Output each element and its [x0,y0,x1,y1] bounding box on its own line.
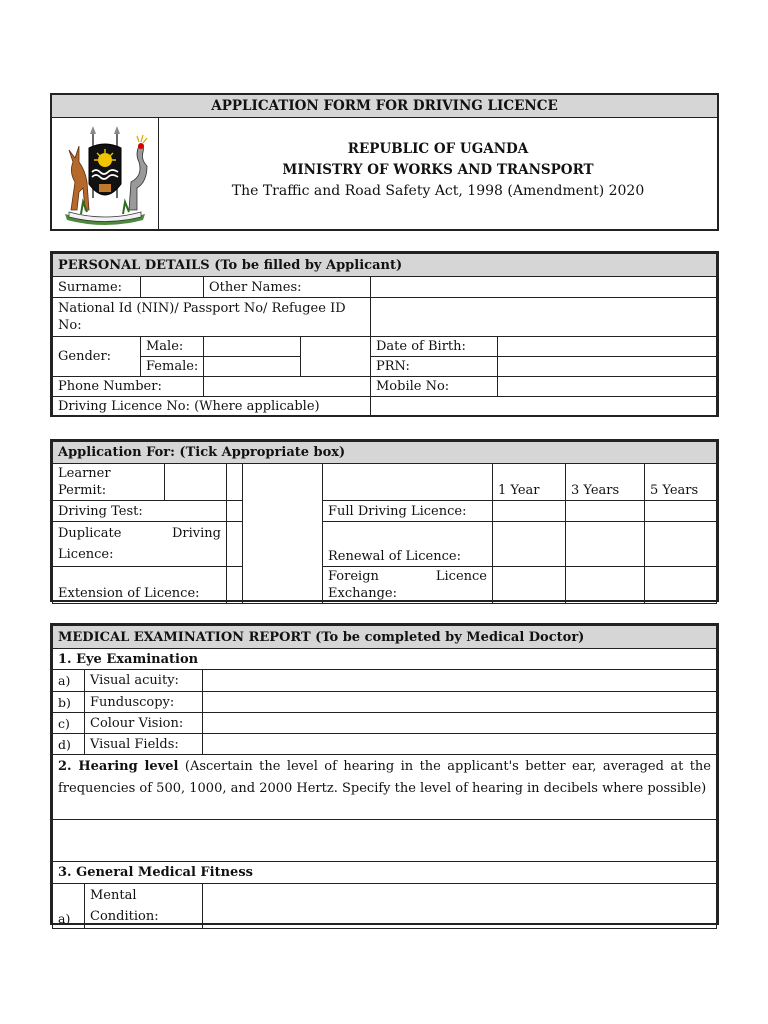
form-header-block [50,93,719,231]
colour-vision-field[interactable] [203,713,717,734]
learner-permit-extra [227,464,243,501]
header-act: The Traffic and Road Safety Act, 1998 (Amendment) 2020 [231,182,645,199]
licence-no-field[interactable] [371,397,717,417]
application-for-title: Application For: (Tick Appropriate box) [53,442,717,464]
gender-spacer [301,337,371,377]
application-spacer [243,464,323,604]
foreign-exchange-label: Foreign Licence Exchange: [323,567,493,604]
mobile-label: Mobile No: [371,377,498,397]
year-5-header: 5 Years [645,464,717,501]
general-fitness-title: 3. General Medical Fitness [53,862,717,884]
eye-item-letter: c) [53,713,85,734]
duplicate-licence-checkbox[interactable] [227,522,243,567]
funduscopy-label: Funduscopy: [85,692,203,713]
dob-label: Date of Birth: [371,337,498,357]
renewal-5yr-checkbox[interactable] [645,522,717,567]
surname-field[interactable] [141,277,204,298]
crest-cell [52,118,159,230]
hearing-level-text: (Ascertain the level of hearing in the applicant's better ear, averaged at the frequencies of 500, 1000, and 2000 Hertz. Specify the level of hearing in decibels where possible) [58,759,712,796]
hearing-level-instructions [53,755,717,820]
extension-checkbox[interactable] [227,567,243,604]
header-ministry: MINISTRY OF WORKS AND TRANSPORT [282,161,594,178]
other-names-field[interactable] [371,277,717,298]
male-label: Male: [141,337,204,357]
gender-label: Gender: [53,337,141,377]
other-names-label: Other Names: [204,277,371,298]
visual-acuity-label: Visual acuity: [85,670,203,692]
eye-item-letter: b) [53,692,85,713]
uganda-coat-of-arms-icon [59,122,151,226]
dob-field[interactable] [498,337,717,357]
year-3-header: 3 Years [566,464,645,501]
colour-vision-label: Colour Vision: [85,713,203,734]
mobile-field[interactable] [498,377,717,397]
prn-field[interactable] [498,357,717,377]
visual-acuity-field[interactable] [203,670,717,692]
full-licence-5yr-checkbox[interactable] [645,501,717,522]
hearing-level-field[interactable] [53,820,717,862]
years-header-blank [323,464,493,501]
mental-condition-field[interactable] [203,884,717,929]
surname-label: Surname: [53,277,141,298]
visual-fields-label: Visual Fields: [85,734,203,755]
female-label: Female: [141,357,204,377]
medical-report-section [50,623,719,925]
foreign-3yr-checkbox[interactable] [566,567,645,604]
prn-label: PRN: [371,357,498,377]
learner-permit-label: Learner Permit: [53,464,165,501]
application-for-section [50,439,719,602]
phone-field[interactable] [204,377,371,397]
eye-item-letter: d) [53,734,85,755]
full-licence-1yr-checkbox[interactable] [493,501,566,522]
driving-test-label: Driving Test: [53,501,227,522]
header-country: REPUBLIC OF UGANDA [347,140,529,157]
mental-condition-label: Mental Condition: [85,884,203,929]
driving-test-checkbox[interactable] [227,501,243,522]
duplicate-licence-label: Duplicate Driving Licence: [53,522,227,567]
learner-permit-checkbox[interactable] [165,464,227,501]
eye-exam-title: 1. Eye Examination [53,649,717,670]
funduscopy-field[interactable] [203,692,717,713]
medical-report-title: MEDICAL EXAMINATION REPORT (To be completed by Medical Doctor) [53,626,717,649]
personal-details-section [50,251,719,417]
personal-details-title: PERSONAL DETAILS (To be filled by Applicant) [53,254,717,277]
renewal-1yr-checkbox[interactable] [493,522,566,567]
foreign-1yr-checkbox[interactable] [493,567,566,604]
visual-fields-field[interactable] [203,734,717,755]
licence-no-label: Driving Licence No: (Where applicable) [53,397,371,417]
nin-field[interactable] [371,298,717,337]
renewal-label: Renewal of Licence: [323,522,493,567]
year-1-header: 1 Year [493,464,566,501]
eye-item-letter: a) [53,670,85,692]
form-title: APPLICATION FORM FOR DRIVING LICENCE [52,95,717,118]
extension-label: Extension of Licence: [53,567,227,604]
phone-label: Phone Number: [53,377,204,397]
female-checkbox[interactable] [204,357,301,377]
foreign-5yr-checkbox[interactable] [645,567,717,604]
nin-label: National Id (NIN)/ Passport No/ Refugee ID No: [53,298,371,337]
mental-condition-letter: a) [53,884,85,929]
full-licence-3yr-checkbox[interactable] [566,501,645,522]
full-licence-label: Full Driving Licence: [323,501,493,522]
renewal-3yr-checkbox[interactable] [566,522,645,567]
male-checkbox[interactable] [204,337,301,357]
hearing-level-title: 2. Hearing level [58,759,179,774]
